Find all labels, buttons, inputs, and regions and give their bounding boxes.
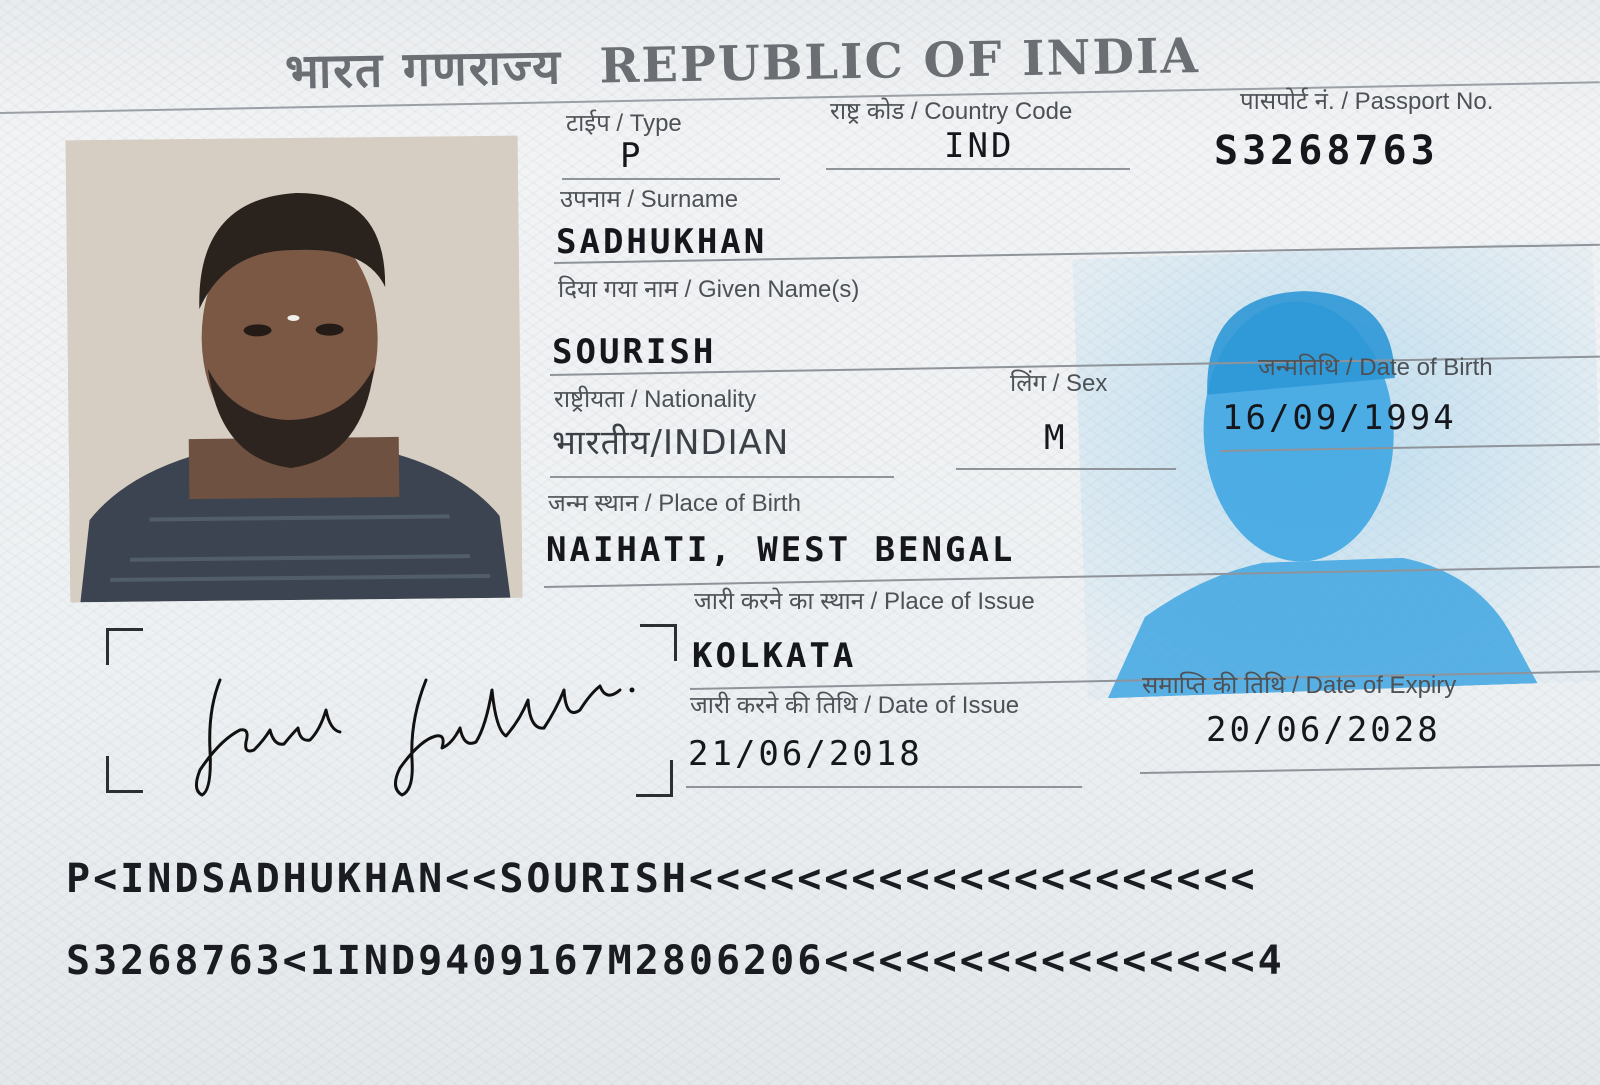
given-names-label: दिया गया नाम / Given Name(s): [558, 276, 860, 303]
date-of-issue-value: 21/06/2018: [688, 734, 923, 774]
holder-portrait-illustration: [66, 136, 523, 603]
sex-rule: [956, 468, 1176, 470]
ghost-photo: [1072, 241, 1600, 699]
holder-signature: [180, 650, 640, 800]
place-of-issue-label: जारी करने का स्थान / Place of Issue: [694, 588, 1035, 615]
date-of-expiry-label: समाप्ति की तिथि / Date of Expiry: [1142, 672, 1457, 699]
country-code-value: IND: [944, 126, 1015, 166]
passport-no-label: पासपोर्ट नं. / Passport No.: [1240, 88, 1494, 115]
surname-value: SADHUKHAN: [556, 222, 768, 262]
sex-label: लिंग / Sex: [1010, 370, 1108, 397]
passport-no-value: S3268763: [1214, 128, 1439, 174]
type-rule: [562, 178, 780, 180]
type-label: टाईप / Type: [566, 110, 682, 137]
mrz-line-1: P<INDSADHUKHAN<<SOURISH<<<<<<<<<<<<<<<<<<<<<: [66, 856, 1258, 902]
nationality-rule: [550, 476, 894, 478]
header-hindi: भारत गणराज्य: [284, 39, 563, 100]
surname-label: उपनाम / Surname: [560, 186, 739, 213]
header-english: REPUBLIC OF INDIA: [598, 28, 1201, 95]
nationality-value: भारतीय/INDIAN: [552, 423, 790, 463]
ghost-portrait-illustration: [1072, 241, 1600, 699]
dob-value: 16/09/1994: [1222, 398, 1457, 438]
date-of-issue-label: जारी करने की तिथि / Date of Issue: [690, 692, 1020, 719]
sex-value: M: [1044, 418, 1068, 458]
signature-corner-bl: [106, 756, 143, 793]
type-value: P: [620, 136, 644, 176]
date-of-expiry-value: 20/06/2028: [1206, 710, 1441, 750]
holder-photo: [66, 136, 523, 603]
dob-label: जन्मतिथि / Date of Birth: [1258, 354, 1493, 381]
signature-corner-br: [636, 760, 673, 797]
signature-corner-tl: [106, 628, 143, 665]
place-of-issue-value: KOLKATA: [692, 636, 857, 676]
nationality-label: राष्ट्रीयता / Nationality: [554, 386, 757, 413]
place-of-birth-label: जन्म स्थान / Place of Birth: [548, 490, 801, 517]
signature-corner-tr: [640, 624, 677, 661]
date-of-expiry-rule: [1140, 764, 1600, 774]
date-of-issue-rule: [686, 786, 1082, 788]
mrz-line-2: S3268763<1IND9409167M2806206<<<<<<<<<<<<<<<<4: [66, 938, 1285, 984]
country-code-label: राष्ट्र कोड / Country Code: [830, 98, 1073, 125]
given-names-value: SOURISH: [552, 332, 717, 372]
place-of-birth-value: NAIHATI, WEST BENGAL: [546, 530, 1016, 570]
country-code-rule: [826, 168, 1130, 170]
